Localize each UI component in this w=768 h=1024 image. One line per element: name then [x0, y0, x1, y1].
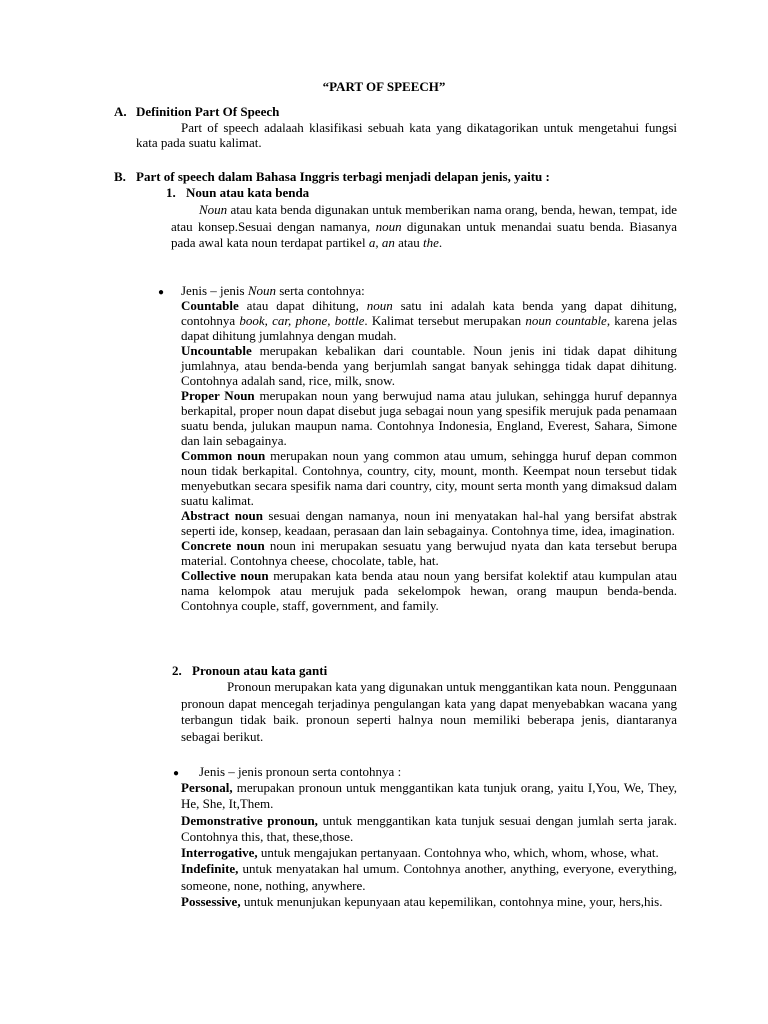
pronoun-type-indefinite: Indefinite, untuk menyatakan hal umum. Contohnya another, anything, everyone, everything, someone, none, nothing, anywhere. [181, 861, 677, 893]
noun-type-common: Common noun merupakan noun yang common atau umum, sehingga huruf depan common noun tidak berkapital. Contohnya, country, city, mount, month. Keempat noun tersebut tidak menyebutkan secara spesifik nama dari country, city, mount serta month yang dimaksud dalam suatu kalimat. [181, 448, 678, 508]
noun-intro: Noun atau kata benda digunakan untuk memberikan nama orang, benda, hewan, tempat, ide atau konsep.Sesuai dengan namanya, noun digunakan untuk menandai suatu benda. Biasanya pada awal kata noun terdapat partikel a, an atau the. [171, 202, 677, 250]
noun-type-collective: Collective noun merupakan kata benda atau noun yang bersifat kolektif atau kumpulan atau nama kelompok atau merujuk pada sekelompok hewan, orang maupun benda-benda. Contohnya couple, staff, government, and family. [181, 568, 677, 613]
noun-type-countable: Countable atau dapat dihitung, noun satu ini adalah kata benda yang dapat dihitung, contohnya book, car, phone, bottle. Kalimat tersebut merupakan noun countable, karena jelas dapat dihitung jumlahnya dengan mudah. [181, 298, 678, 343]
bullet-icon: ● [158, 287, 165, 298]
page-title: “PART OF SPEECH” [322, 79, 446, 94]
noun-types-list [181, 298, 677, 613]
noun-heading: 1. Noun atau kata benda [166, 185, 310, 200]
pronoun-types-intro: Jenis – jenis pronoun serta contohnya : [199, 764, 402, 779]
noun-type-uncountable: Uncountable merupakan kebalikan dari countable. Noun jenis ini tidak dapat dihitung jumlahnya, atau benda-benda yang berjumlah sangat banyak sehingga tidak dapat dihitung. Contohnya adalah sand, rice, milk, snow. [181, 343, 677, 388]
pronoun-type-personal: Personal, merupakan pronoun untuk menggantikan kata tunjuk orang, yaitu I,You, We, They, He, She, It,Them. [181, 780, 677, 812]
pronoun-types-list [181, 780, 677, 910]
pronoun-type-possessive: Possessive, untuk menunjukan kepunyaan atau kepemilikan, contohnya mine, your, hers,his. [181, 894, 663, 910]
section-a-body: Part of speech adalaah klasifikasi sebuah kata yang dikatagorikan untuk mengetahui fungsi kata pada suatu kalimat. [136, 120, 677, 150]
pronoun-type-interrogative: Interrogative, untuk mengajukan pertanyaan. Contohnya who, which, whom, whose, what. [181, 845, 659, 861]
section-a-heading: A. Definition Part Of Speech [114, 104, 280, 119]
section-b-heading: B. Part of speech dalam Bahasa Inggris terbagi menjadi delapan jenis, yaitu : [114, 169, 550, 184]
noun-type-proper: Proper Noun merupakan noun yang berwujud nama atau julukan, sehingga huruf depannya berkapital, proper noun dapat disebut juga sebagai noun yang spesifik merujuk pada penamaan suatu benda, julukan maupun nama. Contohnya Indonesia, England, Everest, Sahara, Simone dan lain sebagainya. [181, 388, 678, 448]
noun-types-intro: Jenis – jenis Noun serta contohnya: [181, 283, 365, 298]
noun-type-abstract: Abstract noun sesuai dengan namanya, noun ini menyatakan hal-hal yang bersifat abstrak seperti ide, konsep, keadaan, perasaan dan lain sebagainya. Contohnya time, idea, imagination. [181, 508, 677, 538]
bullet-icon: ● [173, 768, 180, 779]
noun-type-concrete: Concrete noun noun ini merupakan sesuatu yang berwujud nyata dan kata tersebut berupa material. Contohnya cheese, chocolate, table, hat. [181, 538, 678, 568]
pronoun-type-demonstrative: Demonstrative pronoun, untuk menggantikan kata tunjuk sesuai dengan jumlah serta jarak. Contohnya this, that, these,those. [181, 812, 677, 844]
pronoun-heading: 2. Pronoun atau kata ganti [172, 663, 328, 678]
pronoun-intro: Pronoun merupakan kata yang digunakan untuk menggantikan kata noun. Penggunaan pronoun dapat mencegah terjadinya pengulangan kata yang dapat menyebabkan wacana yang terbangun tidak baik. pronoun seperti halnya noun memiliki beberapa jenis, diantaranya sebagai berikut. [181, 679, 677, 744]
